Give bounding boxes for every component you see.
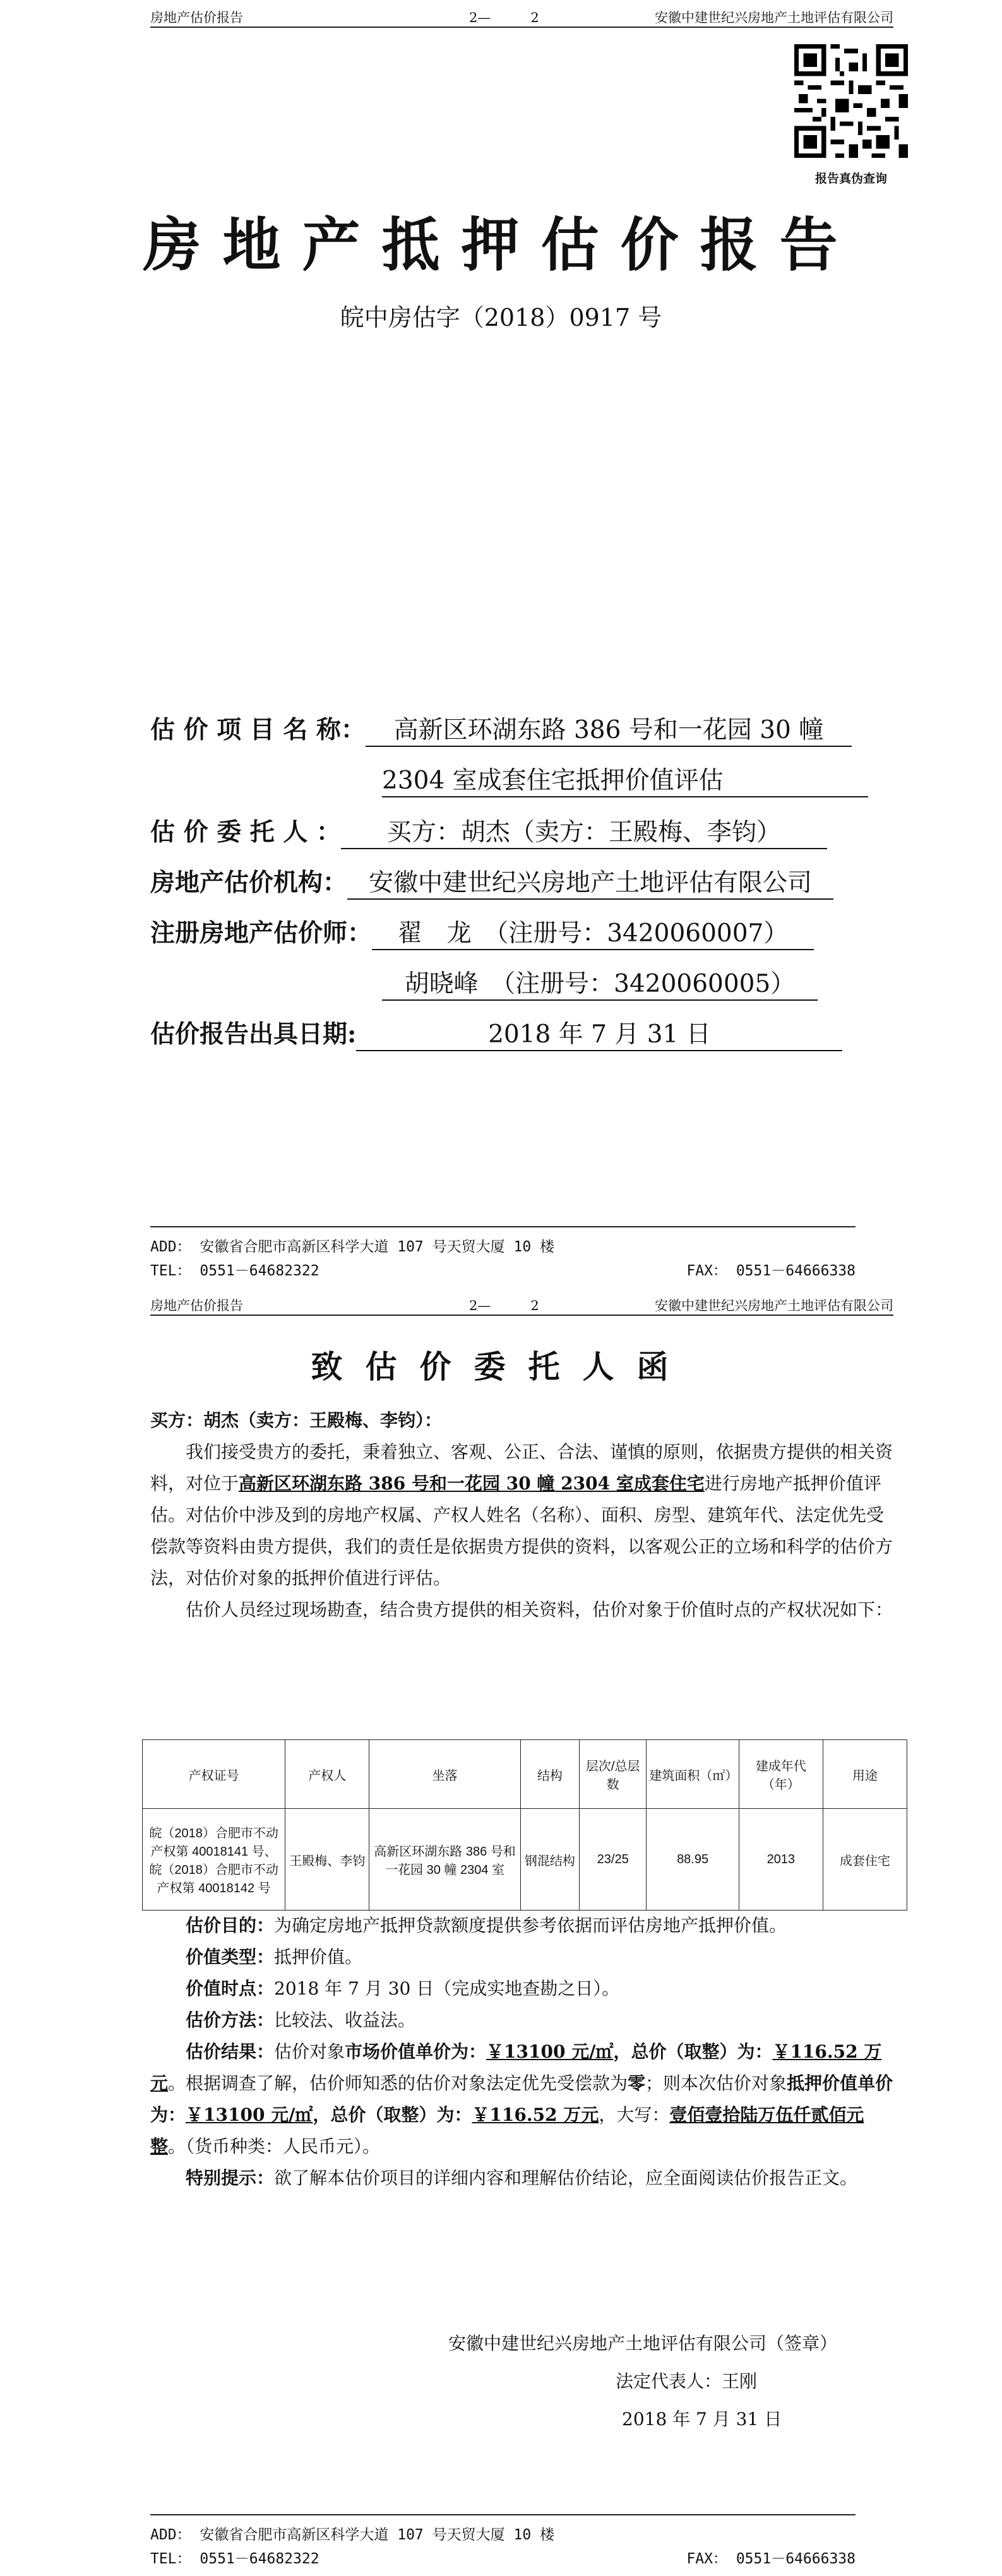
client-label: 估 价 委 托 人 ： [150,818,341,847]
appraiser-row-2 [382,964,818,1001]
table-header: 产权人 [285,1740,369,1809]
project-value-line2: 2304 室成套住宅抵押价值评估 [382,761,868,797]
type-line [150,1941,893,1973]
result-text: 市场价值单价为： [345,2041,487,2062]
agency-value: 安徽中建世纪兴房地产土地评估有限公司 [347,863,833,900]
p1-property: 高新区环湖东路 386 号和一花园 30 幢 2304 室成套住宅 [239,1473,705,1494]
property-table [142,1739,907,1911]
project-row [150,710,852,747]
page-footer [150,2514,856,2567]
appraiser-1: 翟 龙 （注册号：3420060007） [372,914,814,950]
purpose-label: 估价目的： [186,1915,275,1936]
market-total-price: ￥116.52 万元 [150,2041,882,2094]
header-company: 安徽中建世纪兴房地产土地评估有限公司 [655,1298,893,1313]
header-page-number: 2— 2 [469,10,539,25]
mortgage-total-price: ￥116.52 万元 [472,2104,599,2125]
page-footer [150,1226,856,1279]
footer-fax: FAX： 0551－64666338 [686,2551,856,2567]
letter-details [150,1910,893,2194]
table-cell: 皖（2018）合肥市不动产权第 40018141 号、皖（2018）合肥市不动产权第 40018142 号 [143,1809,285,1911]
result-text: ，大写： [599,2104,670,2125]
table-cell: 2013 [739,1809,823,1911]
agency-label: 房地产估价机构： [150,868,348,897]
table-header: 坐落 [369,1740,521,1809]
amount-in-words: 壹佰壹拾陆万伍仟贰佰元整 [150,2104,864,2157]
header-company: 安徽中建世纪兴房地产土地评估有限公司 [655,10,893,25]
note-label: 特别提示： [186,2168,275,2188]
footer-address: ADD： 安徽省合肥市高新区科学大道 107 号天贸大厦 10 楼 [150,2527,555,2543]
footer-tel: TEL： 0551－64682322 [150,2551,319,2567]
time-text: 2018 年 7 月 30 日（完成实地查勘之日）。 [274,1978,620,1999]
table-cell: 钢混结构 [520,1809,579,1911]
mortgage-unit-price: ￥13100 元/㎡ [186,2104,313,2125]
result-label: 估价结果： [186,2041,275,2062]
client-value: 买方：胡杰（卖方：王殿梅、李钧） [341,813,827,849]
qr-code-icon[interactable] [794,44,908,158]
result-text: ，总价（取整）为： [313,2104,472,2125]
priority-amount: 零 [628,2073,646,2094]
client-row [150,813,827,849]
time-label: 价值时点： [186,1978,275,1999]
project-label: 估 价 项 目 名 称： [150,715,366,744]
time-line [150,1973,893,2005]
letter-body [150,1405,893,1626]
footer-tel: TEL： 0551－64682322 [150,1263,319,1279]
qr-caption: 报告真伪查询 [814,172,887,186]
appraiser-row [150,914,814,950]
purpose-line [150,1910,893,1941]
project-row-2 [382,761,868,797]
date-label: 估价报告出具日期: [150,1020,357,1049]
salutation: 买方：胡杰（卖方：王殿梅、李钧）： [150,1410,443,1431]
purpose-text: 为确定房地产抵押贷款额度提供参考依据而评估房地产抵押价值。 [274,1915,787,1936]
note-text: 欲了解本估价项目的详细内容和理解估价结论，应全面阅读估价报告正文。 [274,2168,858,2188]
table-header: 建筑面积（㎡） [647,1740,739,1809]
appraiser-label: 注册房地产估价师： [150,919,373,948]
market-unit-price: ￥13100 元/㎡ [486,2041,614,2062]
method-line [150,2005,893,2036]
letter-title: 致估价委托人函 [311,1348,691,1385]
signature-date: 2018 年 7 月 31 日 [622,2409,782,2430]
header-page-number: 2— 2 [469,1298,539,1313]
table-cell: 王殿梅、李钧 [285,1809,369,1911]
result-text: 估价对象 [274,2041,345,2062]
p1-text-a: 我们接受贵方的委托，秉着独立、客观、公正、合法、谨慎的原则，依据贵方提供的相关资料，对位于 [150,1441,893,1494]
project-value-line1: 高新区环湖东路 386 号和一花园 30 幢 [366,710,852,747]
date-value: 2018 年 7 月 31 日 [356,1015,842,1051]
header-left: 房地产估价报告 [150,1298,243,1313]
result-text: 。根据调查了解，估价师知悉的估价对象法定优先受偿款为 [168,2073,628,2094]
table-header: 结构 [520,1740,579,1809]
result-text: 抵押价值单价为： [150,2073,893,2125]
table-header-row [143,1740,907,1809]
type-label: 价值类型： [186,1947,275,1967]
paragraph-2: 估价人员经过现场勘查，结合贵方提供的相关资料，估价对象于价值时点的产权状况如下： [186,1599,893,1620]
agency-row [150,863,833,900]
note-paragraph [150,2162,893,2194]
report-title: 房地产抵押估价报告 [143,211,859,279]
header-left: 房地产估价报告 [150,10,243,25]
table-cell: 88.95 [647,1809,739,1911]
footer-fax: FAX： 0551－64666338 [686,1263,856,1279]
report-code: 皖中房估字（2018）0917 号 [340,304,662,331]
type-text: 抵押价值。 [274,1947,363,1967]
date-row [150,1015,842,1051]
table-header: 产权证号 [143,1740,285,1809]
page-header [150,6,893,28]
table-row [143,1809,907,1911]
signature-representative: 法定代表人：王刚 [616,2371,758,2392]
footer-address: ADD： 安徽省合肥市高新区科学大道 107 号天贸大厦 10 楼 [150,1239,555,1255]
page-header [150,1294,893,1316]
p1-text-c: 进行房地产抵押价值评估。对估价中涉及到的房地产权属、产权人姓名（名称）、面积、房型、建筑年代、法定优先受偿款等资料由贵方提供，我们的责任是依据贵方提供的资料，以客观公正的立场和科学的估价方法，对估价对象的抵押价值进行评估。 [150,1473,893,1589]
table-cell: 成套住宅 [823,1809,907,1911]
letter-page [0,1288,1002,2576]
appraiser-2: 胡晓峰 （注册号：3420060005） [382,964,818,1001]
result-text: 。（货币种类：人民币元）。 [168,2136,381,2157]
signature-company: 安徽中建世纪兴房地产土地评估有限公司（签章） [448,2333,838,2354]
table-header: 建成年代（年） [739,1740,823,1809]
result-text: ；则本次估价对象 [645,2073,787,2094]
method-text: 比较法、收益法。 [274,2010,416,2030]
paragraph-1 [150,1436,893,1594]
table-header: 层次/总层数 [579,1740,646,1809]
result-paragraph [150,2036,893,2162]
table-header: 用途 [823,1740,907,1809]
result-text: ，总价（取整）为： [613,2041,773,2062]
table-cell: 高新区环湖东路 386 号和一花园 30 幢 2304 室 [369,1809,521,1911]
method-label: 估价方法： [186,2010,275,2030]
table-cell: 23/25 [579,1809,646,1911]
